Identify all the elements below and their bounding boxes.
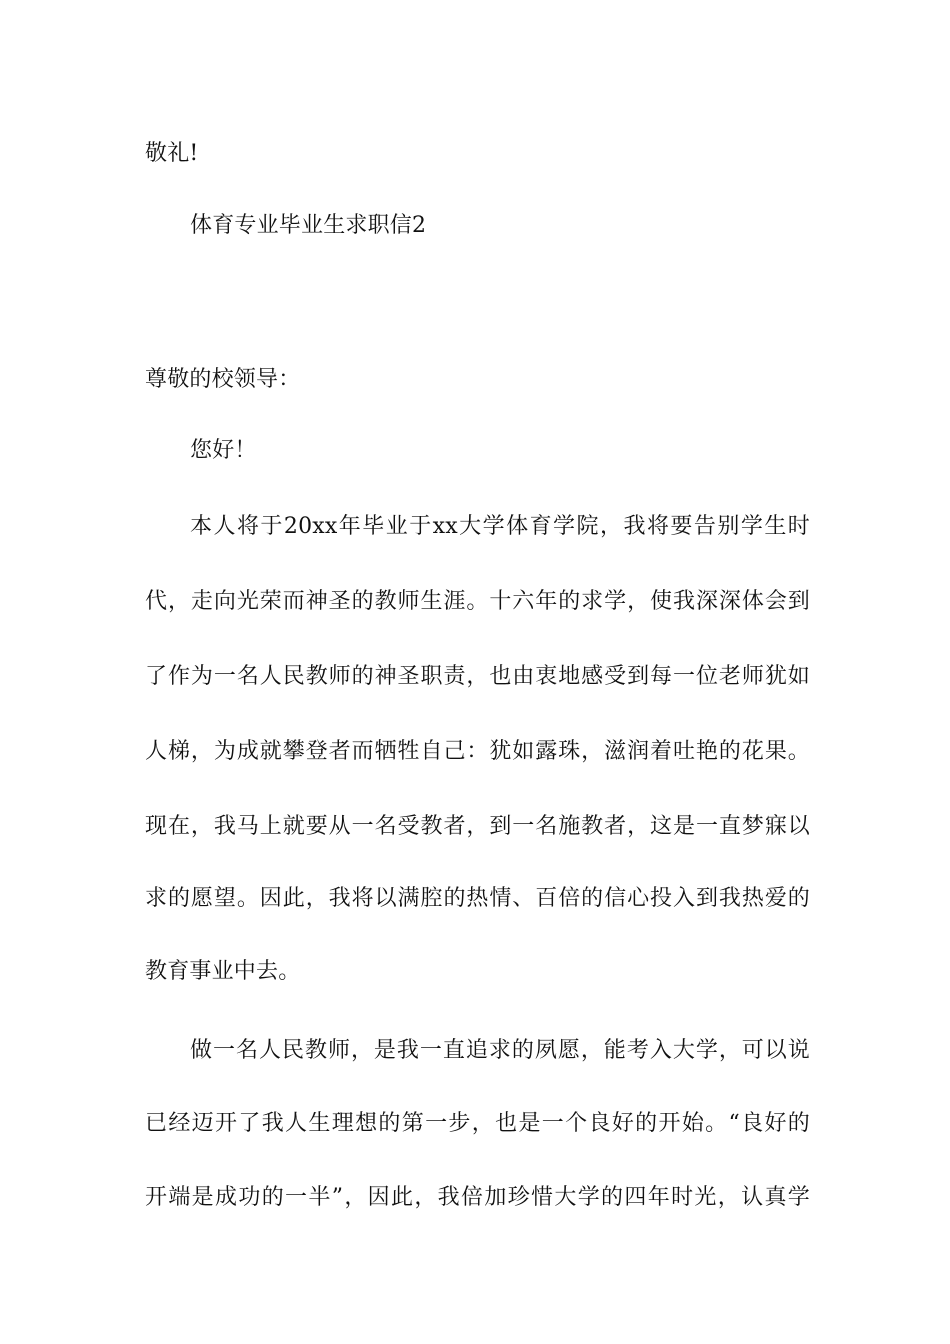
closing-text: 敬礼!: [145, 141, 199, 166]
paragraph-line: 教育事业中去。: [145, 959, 301, 984]
greeting: 您好！: [190, 438, 257, 463]
paragraph-line: 代，走向光荣而神圣的教师生涯。十六年的求学，使我深深体会到: [145, 589, 810, 614]
paragraph-line: 人梯，为成就攀登者而牺牲自己：犹如露珠，滋润着吐艳的花果。: [145, 739, 810, 764]
paragraph-line: 现在，我马上就要从一名受教者，到一名施教者，这是一直梦寐以: [145, 814, 810, 839]
paragraph-line: 开端是成功的一半”，因此，我倍加珍惜大学的四年时光，认真学: [145, 1185, 810, 1210]
paragraph-line: 了作为一名人民教师的神圣职责，也由衷地感受到每一位老师犹如: [145, 664, 810, 689]
paragraph-line: 求的愿望。因此，我将以满腔的热情、百倍的信心投入到我热爱的: [145, 886, 810, 911]
paragraph-line: 本人将于20xx年毕业于xx大学体育学院，我将要告别学生时: [190, 514, 810, 539]
paragraph-line: 做一名人民教师，是我一直追求的夙愿，能考入大学，可以说: [190, 1038, 810, 1063]
letter-title: 体育专业毕业生求职信2: [190, 213, 427, 238]
paragraph-line: 已经迈开了我人生理想的第一步，也是一个良好的开始。“良好的: [145, 1111, 810, 1136]
salutation: 尊敬的校领导：: [145, 367, 301, 392]
